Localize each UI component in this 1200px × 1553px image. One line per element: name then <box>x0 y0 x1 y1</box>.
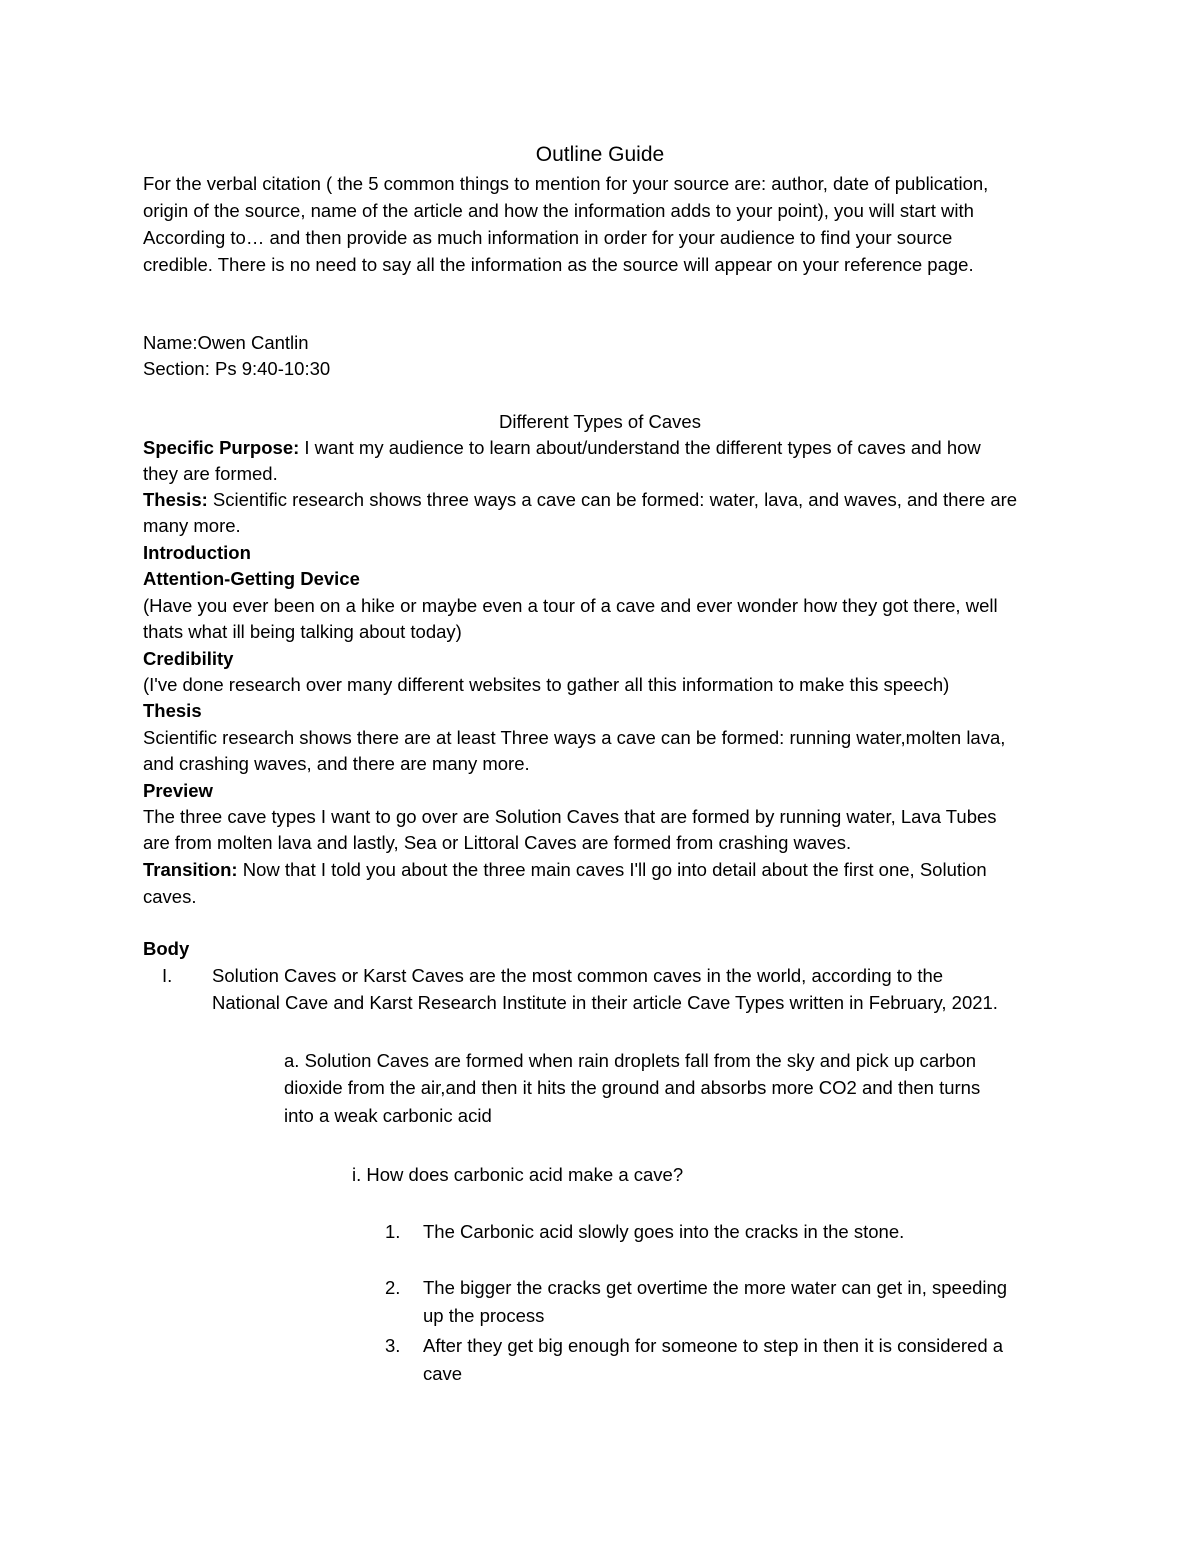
thesis-statement <box>143 487 1017 513</box>
step-2-line-1: The bigger the cracks get overtime the more water can get in, speeding <box>423 1277 1008 1298</box>
step-1-line-1: The Carbonic acid slowly goes into the cracks in the stone. <box>423 1221 905 1242</box>
subpoint-i: i. How does carbonic acid make a cave? <box>352 1164 684 1185</box>
specific-purpose-text: I want my audience to learn about/understand the different types of caves and how <box>299 437 981 458</box>
step-3-marker: 3. <box>385 1335 401 1356</box>
intro-thesis-line-1: Scientific research shows there are at least Three ways a cave can be formed: running water,molten lava, <box>143 727 1006 748</box>
main-point-line-2: National Cave and Karst Research Institute in their article Cave Types written in February, 2021. <box>212 992 998 1013</box>
page-title: Outline Guide <box>535 143 665 166</box>
step-3-line-1: After they get big enough for someone to step in then it is considered a <box>423 1335 1004 1356</box>
body-heading: Body <box>143 938 190 959</box>
attention-heading: Attention-Getting Device <box>143 568 360 589</box>
step-3-line-2: cave <box>423 1363 463 1384</box>
attention-line-1: (Have you ever been on a hike or maybe even a tour of a cave and ever wonder how they got there, well <box>143 595 998 616</box>
transition-line-2: caves. <box>143 886 197 907</box>
introduction-heading: Introduction <box>143 542 251 563</box>
step-1-marker: 1. <box>385 1221 401 1242</box>
specific-purpose-label: Specific Purpose: <box>143 437 300 458</box>
specific-purpose-line-2: they are formed. <box>143 463 278 484</box>
subpoint-a-line-3: into a weak carbonic acid <box>284 1105 492 1126</box>
intro-line-1: For the verbal citation ( the 5 common things to mention for your source are: author, date of publication, <box>143 173 989 194</box>
student-section: Section: Ps 9:40-10:30 <box>143 358 331 379</box>
intro-line-4: credible. There is no need to say all the information as the source will appear on your reference page. <box>143 254 974 275</box>
transition-label: Transition: <box>143 859 238 880</box>
attention-line-2: thats what ill being talking about today) <box>143 621 462 642</box>
student-name: Name:Owen Cantlin <box>143 332 309 353</box>
step-2-line-2: up the process <box>423 1305 545 1326</box>
preview-line-1: The three cave types I want to go over are Solution Caves that are formed by running water, Lava Tubes <box>143 806 997 827</box>
main-point-marker: I. <box>162 965 173 986</box>
subpoint-a-line-2: dioxide from the air,and then it hits the ground and absorbs more CO2 and then turns <box>284 1077 981 1098</box>
credibility-heading: Credibility <box>143 648 234 669</box>
intro-line-2: origin of the source, name of the article and how the information adds to your point), you will start with <box>143 200 974 221</box>
thesis-statement-line-2: many more. <box>143 515 241 536</box>
subpoint-a-line-1: a. Solution Caves are formed when rain droplets fall from the sky and pick up carbon <box>284 1050 977 1071</box>
thesis-text: Scientific research shows three ways a cave can be formed: water, lava, and waves, and there are <box>207 489 1018 510</box>
preview-line-2: are from molten lava and lastly, Sea or Littoral Caves are formed from crashing waves. <box>143 832 852 853</box>
intro-thesis-line-2: and crashing waves, and there are many more. <box>143 753 530 774</box>
preview-heading: Preview <box>143 780 213 801</box>
transition-text: Now that I told you about the three main caves I'll go into detail about the first one, Solution <box>237 859 987 880</box>
speech-title: Different Types of Caves <box>499 411 701 432</box>
transition <box>143 857 987 883</box>
intro-line-3: According to… and then provide as much information in order for your audience to find your source <box>143 227 953 248</box>
specific-purpose <box>143 435 981 461</box>
step-2-marker: 2. <box>385 1277 401 1298</box>
credibility-line-1: (I've done research over many different websites to gather all this information to make this speech) <box>143 674 950 695</box>
main-point-line-1: Solution Caves or Karst Caves are the most common caves in the world, according to the <box>212 965 944 986</box>
intro-thesis-heading: Thesis <box>143 700 202 721</box>
thesis-label: Thesis: <box>143 489 208 510</box>
